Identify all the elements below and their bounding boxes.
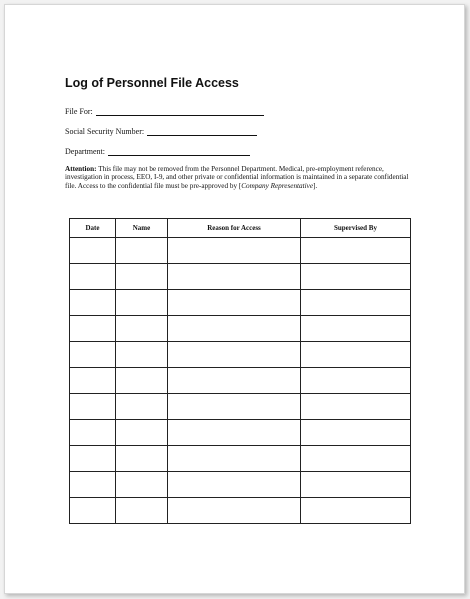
reason-cell[interactable]: [168, 498, 301, 524]
table-row: [70, 342, 411, 368]
name-cell[interactable]: [116, 446, 168, 472]
access-log-table: [69, 218, 411, 524]
reason-cell[interactable]: [168, 316, 301, 342]
name-cell[interactable]: [116, 238, 168, 264]
file-for-field: [65, 106, 264, 116]
date-cell[interactable]: [70, 394, 116, 420]
name-cell[interactable]: [116, 342, 168, 368]
department-field: [65, 146, 250, 156]
supervised-by-cell[interactable]: [301, 420, 411, 446]
reason-cell[interactable]: [168, 368, 301, 394]
date-cell[interactable]: [70, 264, 116, 290]
supervised-by-cell[interactable]: [301, 264, 411, 290]
name-cell[interactable]: [116, 498, 168, 524]
name-cell[interactable]: [116, 368, 168, 394]
date-cell[interactable]: [70, 420, 116, 446]
file-for-label: File For:: [65, 107, 93, 116]
supervised-by-cell[interactable]: [301, 238, 411, 264]
table-row: [70, 368, 411, 394]
table-row: [70, 472, 411, 498]
name-cell[interactable]: [116, 472, 168, 498]
reason-cell[interactable]: [168, 264, 301, 290]
reason-cell[interactable]: [168, 342, 301, 368]
supervised-by-cell[interactable]: [301, 368, 411, 394]
attention-paragraph: [65, 165, 417, 190]
table-row: [70, 238, 411, 264]
document-title: Log of Personnel File Access: [65, 76, 239, 90]
file-for-line[interactable]: [96, 106, 264, 116]
name-cell[interactable]: [116, 290, 168, 316]
supervised-by-cell[interactable]: [301, 394, 411, 420]
name-cell[interactable]: [116, 264, 168, 290]
column-header-supervised-by: Supervised By: [301, 219, 411, 238]
supervised-by-cell[interactable]: [301, 446, 411, 472]
column-header-name: Name: [116, 219, 168, 238]
reason-cell[interactable]: [168, 290, 301, 316]
company-representative-placeholder: Company Representative: [241, 181, 314, 190]
name-cell[interactable]: [116, 394, 168, 420]
attention-text: This file may not be removed from the Personnel Department. Medical, pre-employment reference, investigation in process, EEO, I-9, and other private or confidential information is maintained in a separate confidential file. Access to the confidential file must be pre-approved by [: [65, 165, 409, 190]
ssn-field: [65, 126, 257, 136]
table-row: [70, 290, 411, 316]
reason-cell[interactable]: [168, 394, 301, 420]
table-row: [70, 394, 411, 420]
date-cell[interactable]: [70, 290, 116, 316]
reason-cell[interactable]: [168, 472, 301, 498]
date-cell[interactable]: [70, 342, 116, 368]
date-cell[interactable]: [70, 316, 116, 342]
column-header-reason: Reason for Access: [168, 219, 301, 238]
table-header-row: [70, 219, 411, 238]
table-row: [70, 316, 411, 342]
supervised-by-cell[interactable]: [301, 498, 411, 524]
date-cell[interactable]: [70, 368, 116, 394]
table-body: [70, 238, 411, 524]
table-row: [70, 446, 411, 472]
supervised-by-cell[interactable]: [301, 290, 411, 316]
name-cell[interactable]: [116, 316, 168, 342]
ssn-line[interactable]: [147, 126, 257, 136]
reason-cell[interactable]: [168, 238, 301, 264]
table-row: [70, 420, 411, 446]
supervised-by-cell[interactable]: [301, 316, 411, 342]
date-cell[interactable]: [70, 472, 116, 498]
date-cell[interactable]: [70, 238, 116, 264]
table-row: [70, 264, 411, 290]
supervised-by-cell[interactable]: [301, 472, 411, 498]
attention-label: Attention:: [65, 165, 97, 173]
department-label: Department:: [65, 147, 105, 156]
table-row: [70, 498, 411, 524]
supervised-by-cell[interactable]: [301, 342, 411, 368]
reason-cell[interactable]: [168, 420, 301, 446]
department-line[interactable]: [108, 146, 250, 156]
column-header-date: Date: [70, 219, 116, 238]
reason-cell[interactable]: [168, 446, 301, 472]
name-cell[interactable]: [116, 420, 168, 446]
ssn-label: Social Security Number:: [65, 127, 145, 136]
date-cell[interactable]: [70, 446, 116, 472]
document-page: [4, 4, 465, 594]
date-cell[interactable]: [70, 498, 116, 524]
attention-text-end: ].: [313, 181, 318, 190]
